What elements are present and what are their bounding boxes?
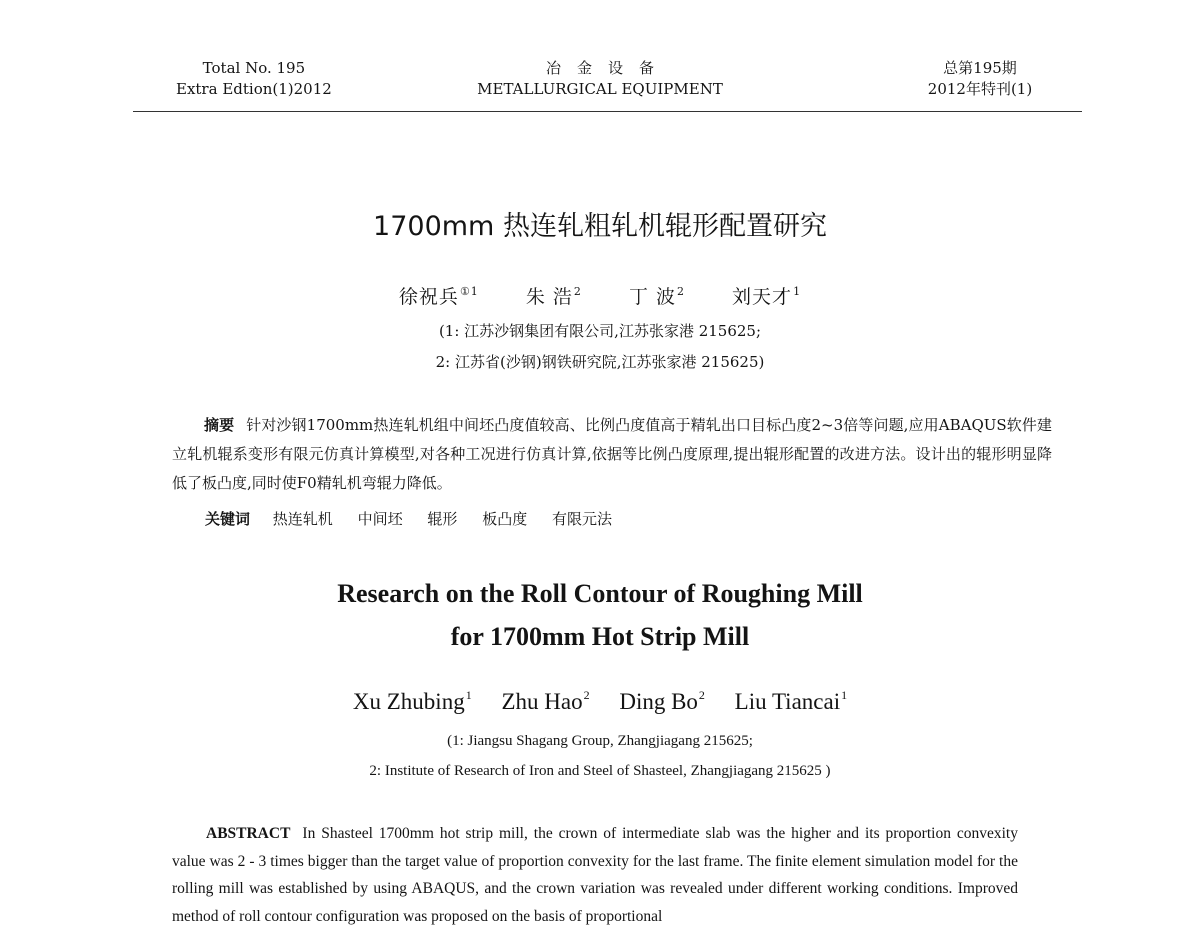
keyword: 板凸度 [482,510,528,528]
chinese-author: 丁 波$^2$ [628,285,685,308]
chinese-author: 刘天才$^1$ [732,285,802,308]
english-abstract [172,820,1018,930]
total-number: Total No. 195 [202,59,306,77]
keyword: 有限元法 [551,510,612,528]
journal-name-en: METALLURGICAL EQUIPMENT [477,80,723,98]
chinese-author: 徐祝兵$^{①1}$ [398,285,479,308]
english-affiliation-1: (1: Jiangsu Shagang Group, Zhangjiagang 215625; [447,733,753,749]
chinese-abstract-label: 摘要 [204,416,235,434]
journal-name-zh: 冶金设备 [545,59,670,77]
chinese-affiliation-2: 2: 江苏省(沙钢)钢铁研究院,江苏张家港 215625) [435,353,765,371]
journal-issue-left [176,58,332,100]
english-abstract-text: In Shasteel 1700mm hot strip mill, the crown of intermediate slab was the higher and its proportion convexity value was 2 - 3 times bigger than the target value of proportion convexity for the last frame. The finite element simulation model for the rolling mill was established by using ABAQUS, and the crown variation was revealed under different working conditions. Improved method of roll contour configuration was proposed on the basis of proportional [172,825,1018,925]
extra-edition: Extra Edtion(1)2012 [176,80,332,98]
chinese-abstract [172,411,1052,498]
chinese-keywords-label: 关键词 [205,510,251,528]
keyword: 辊形 [427,510,458,528]
chinese-author: 朱 浩$^2$ [525,285,582,308]
chinese-title: 1700mm 热连轧粗轧机辊形配置研究 [373,211,827,242]
english-title-line-1: Research on the Roll Contour of Roughing Mill [337,579,863,608]
journal-name [440,58,760,100]
chinese-authors [0,282,1200,309]
english-authors [0,688,1200,715]
english-author: Zhu Hao$^2$ [501,688,590,714]
english-author: Liu Tiancai$^1$ [734,688,848,714]
chinese-keywords [205,508,632,529]
english-author: Ding Bo$^2$ [619,688,705,714]
english-affiliation-2: 2: Institute of Research of Iron and Steel of Shasteel, Zhangjiagang 215625 ) [369,763,831,779]
english-title-line-2: for 1700mm Hot Strip Mill [450,622,750,651]
english-author: Xu Zhubing$^1$ [352,688,472,714]
english-title [0,572,1200,658]
total-number-zh: 总第195期 [943,59,1017,77]
keyword: 中间坯 [357,510,403,528]
english-abstract-label: ABSTRACT [206,825,291,842]
journal-issue-right [900,58,1060,100]
chinese-abstract-text: 针对沙钢1700mm热连轧机组中间坯凸度值较高、比例凸度值高于精轧出口目标凸度2~3倍等问题,应用ABAQUS软件建立轧机辊系变形有限元仿真计算模型,对各种工况进行仿真计算,依据等比例凸度原理,提出辊形配置的改进方法。设计出的辊形明显降低了板凸度,同时使F0精轧机弯辊力降低。 [172,416,1052,492]
header-rule [133,111,1082,112]
keyword: 热连轧机 [272,510,333,528]
special-issue-zh: 2012年特刊(1) [927,80,1033,98]
chinese-affiliation-1: (1: 江苏沙钢集团有限公司,江苏张家港 215625; [438,322,762,340]
